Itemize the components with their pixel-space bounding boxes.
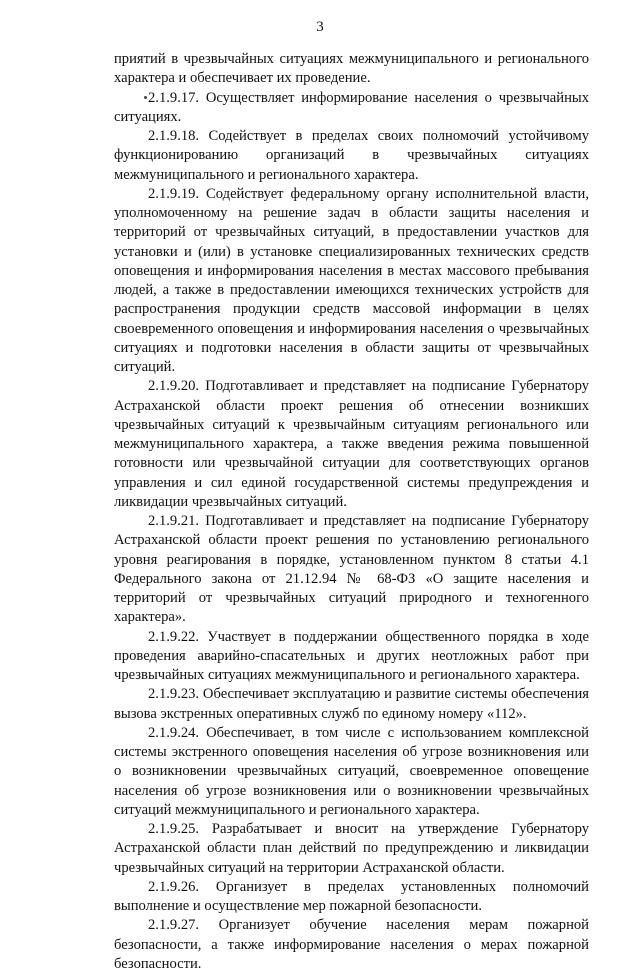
paragraph-2-1-9-20: 2.1.9.20. Подготавливает и представляет на подписание Губернатору Астраханской области проект решения об отнесении возникших чрезвычайных ситуаций к чрезвычайным ситуациям регионального или межмуниципального характера, а также введения режима повышенной готовности или чрезвычайной ситуации для соответствующих органов управления и сил единой государственной системы предупреждения и ликвидации чрезвычайных ситуаций.	[114, 378, 589, 510]
paragraph-continuation: приятий в чрезвычайных ситуациях межмуниципального и регионального характера и обеспечивает их проведение.	[114, 51, 589, 87]
paragraph-2-1-9-24: 2.1.9.24. Обеспечивает, в том числе с использованием комплексной системы экстренного оповещения населения об угрозе возникновения или о возникновении чрезвычайных ситуаций, своевременное оповещение населения об угрозе возникновения или о возникновении чрезвычайных ситуаций межмуниципального и регионального характера.	[114, 724, 589, 818]
paragraph-2-1-9-25: 2.1.9.25. Разрабатывает и вносит на утверждение Губернатору Астраханской области план действий по предупреждению и ликвидации чрезвычайных ситуаций на территории Астраханской области.	[114, 821, 589, 876]
paragraph-2-1-9-17: 2.1.9.17. Осуществляет информирование населения о чрезвычайных ситуациях.	[114, 89, 589, 125]
page-number: 3	[316, 19, 324, 35]
document-body	[114, 50, 589, 974]
paragraph-2-1-9-23: 2.1.9.23. Обеспечивает эксплуатацию и развитие системы обеспечения вызова экстренных оперативных служб по единому номеру «112».	[114, 686, 589, 722]
paragraph-2-1-9-18: 2.1.9.18. Содействует в пределах своих полномочий устойчивому функционированию организаций в чрезвычайных ситуациях межмуниципального и регионального характера.	[114, 128, 589, 183]
paragraph-2-1-9-26: 2.1.9.26. Организует в пределах установленных полномочий выполнение и осуществление мер пожарной безопасности.	[114, 878, 589, 914]
paragraph-2-1-9-22: 2.1.9.22. Участвует в поддержании общественного порядка в ходе проведения аварийно-спасательных и других неотложных работ при чрезвычайных ситуациях межмуниципального и регионального характера.	[114, 628, 589, 683]
paragraph-2-1-9-27: 2.1.9.27. Организует обучение населения мерам пожарной безопасности, а также информирование населения о мерах пожарной безопасности.	[114, 917, 589, 972]
paragraph-2-1-9-19: 2.1.9.19. Содействует федеральному органу исполнительной власти, уполномоченному на решение задач в области защиты населения и территорий от чрезвычайных ситуаций, в предоставлении участков для установки и (или) в установке специализированных технических средств оповещения и информирования населения в местах массового пребывания людей, а также в предоставлении имеющихся технических устройств для распространения продукции средств массовой информации в целях своевременного оповещения и информирования населения о чрезвычайных ситуациях и подготовки населения в области защиты от чрезвычайных ситуаций.	[114, 185, 589, 375]
paragraph-2-1-9-21: 2.1.9.21. Подготавливает и представляет на подписание Губернатору Астраханской области проект решения по установлению регионального уровня реагирования в порядке, установленном пунктом 8 статьи 4.1 Федерального закона от 21.12.94 № 68-ФЗ «О защите населения и территорий от чрезвычайных ситуаций природного и техногенного характера».	[114, 513, 589, 626]
